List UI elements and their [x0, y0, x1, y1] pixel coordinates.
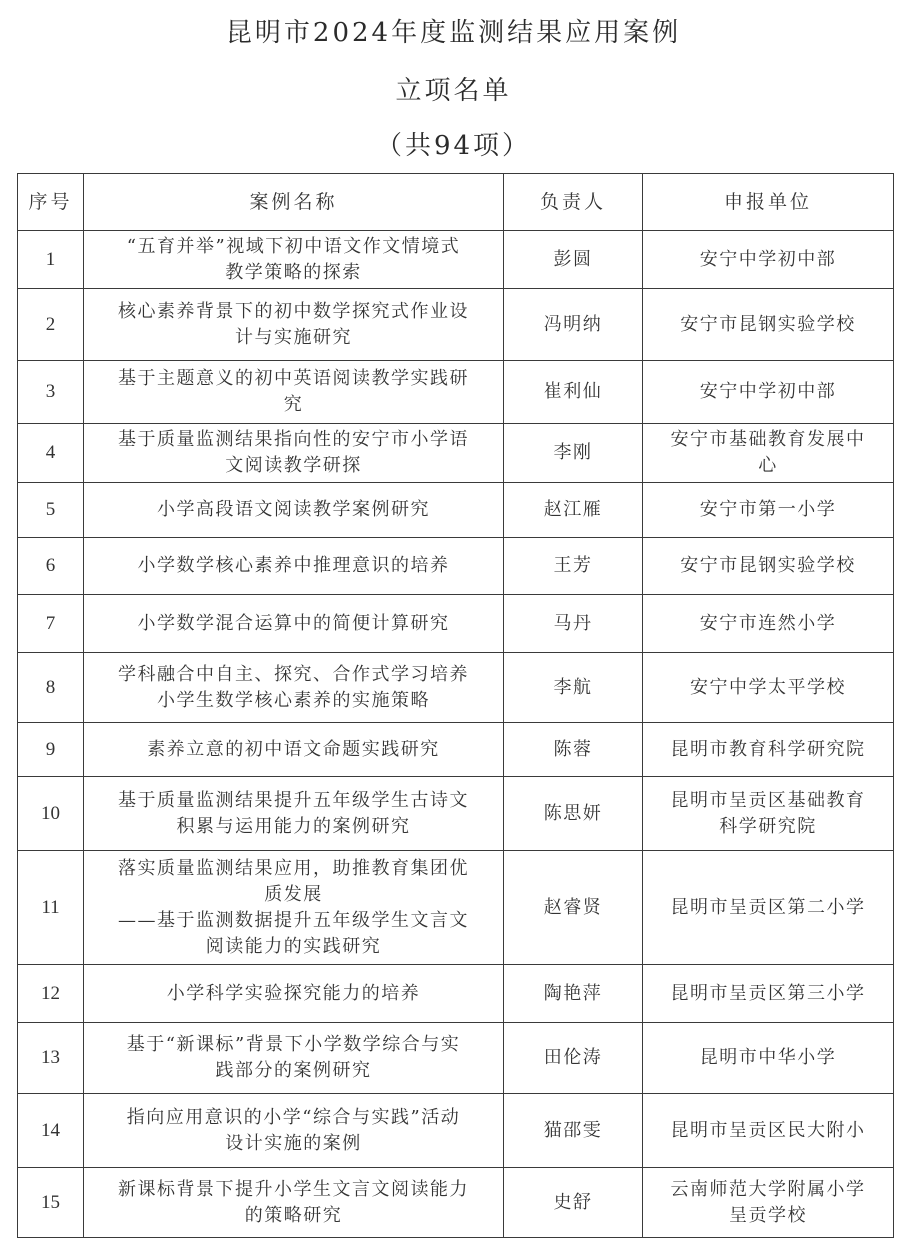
cell-case-name: 素养立意的初中语文命题实践研究 — [84, 723, 504, 777]
cell-no: 4 — [18, 424, 84, 483]
cell-unit-line: 心 — [758, 455, 778, 476]
item-count: （共94项） — [375, 131, 532, 161]
cell-no: 7 — [18, 595, 84, 653]
cell-no: 11 — [18, 851, 84, 965]
cell-case-name-line: “五育并举”视域下初中语文作文情境式 — [126, 235, 461, 257]
table-row — [18, 231, 894, 289]
cell-case-name-line: 积累与运用能力的案例研究 — [176, 815, 411, 837]
table-row — [18, 723, 894, 777]
cell-no: 14 — [18, 1094, 84, 1168]
cell-case-name: 小学高段语文阅读教学案例研究 — [84, 483, 504, 538]
table-row — [18, 424, 894, 483]
cell-case-name — [84, 1094, 504, 1168]
cell-case-name-line: 阅读能力的实践研究 — [205, 935, 382, 957]
table-row — [18, 777, 894, 851]
cell-case-name — [84, 1168, 504, 1238]
cell-case-name-line: 计与实施研究 — [235, 326, 352, 348]
table-row — [18, 1094, 894, 1168]
table-row — [18, 1023, 894, 1094]
header-case-name: 案例名称 — [84, 174, 504, 231]
cell-case-name: 小学科学实验探究能力的培养 — [84, 965, 504, 1023]
header-owner: 负责人 — [504, 174, 643, 231]
cell-owner: 猫邵雯 — [504, 1094, 643, 1168]
cell-unit: 安宁中学太平学校 — [643, 653, 894, 723]
cell-case-name — [84, 851, 504, 965]
cell-owner: 陶艳萍 — [504, 965, 643, 1023]
table-row — [18, 653, 894, 723]
table-row — [18, 361, 894, 424]
cell-no: 8 — [18, 653, 84, 723]
cell-unit: 昆明市教育科学研究院 — [643, 723, 894, 777]
table-row — [18, 595, 894, 653]
cell-unit-line: 安宁市基础教育发展中 — [670, 429, 866, 450]
table-row — [18, 851, 894, 965]
cell-no: 1 — [18, 231, 84, 289]
table-row — [18, 965, 894, 1023]
cell-unit: 安宁市昆钢实验学校 — [643, 289, 894, 361]
cell-case-name-line: 究 — [283, 394, 304, 415]
cell-case-name-line: 基于质量监测结果指向性的安宁市小学语 — [118, 429, 469, 450]
cell-case-name: 小学数学核心素养中推理意识的培养 — [84, 538, 504, 595]
cell-owner: 李刚 — [504, 424, 643, 483]
cell-owner: 赵江雁 — [504, 483, 643, 538]
document-subtitle: 立项名单 — [395, 76, 512, 106]
cell-no: 15 — [18, 1168, 84, 1238]
cell-no: 13 — [18, 1023, 84, 1094]
cell-no: 5 — [18, 483, 84, 538]
cell-case-name-line: 基于“新课标”背景下小学数学综合与实 — [126, 1034, 461, 1055]
cell-no: 2 — [18, 289, 84, 361]
cell-case-name-line: 文阅读教学研探 — [225, 455, 362, 476]
cell-case-name — [84, 289, 504, 361]
cell-case-name-line: 指向应用意识的小学“综合与实践”活动 — [126, 1106, 461, 1128]
cell-case-name-line: 设计实施的案例 — [225, 1132, 362, 1154]
cell-case-name: 小学数学混合运算中的简便计算研究 — [84, 595, 504, 653]
cell-case-name-line: 基于质量监测结果提升五年级学生古诗文 — [118, 789, 469, 811]
cell-unit — [643, 424, 894, 483]
cell-case-name-line: 小学生数学核心素养的实施策略 — [157, 689, 430, 711]
cell-unit: 安宁市连然小学 — [643, 595, 894, 653]
table-header-row — [18, 174, 894, 231]
cell-unit: 安宁市昆钢实验学校 — [643, 538, 894, 595]
cell-no: 3 — [18, 361, 84, 424]
cell-unit: 昆明市呈贡区民大附小 — [643, 1094, 894, 1168]
table-row — [18, 483, 894, 538]
cell-owner: 崔利仙 — [504, 361, 643, 424]
cell-owner: 陈蓉 — [504, 723, 643, 777]
cell-case-name-line: 落实质量监测结果应用，助推教育集团优 — [118, 857, 469, 879]
cell-case-name-line: 教学策略的探索 — [225, 261, 362, 283]
cell-case-name — [84, 231, 504, 289]
cell-owner: 王芳 — [504, 538, 643, 595]
document-title: 昆明市2024年度监测结果应用案例 — [225, 18, 682, 48]
cell-unit: 安宁市第一小学 — [643, 483, 894, 538]
cell-unit: 昆明市中华小学 — [643, 1023, 894, 1094]
header-unit: 申报单位 — [643, 174, 894, 231]
cell-no: 9 — [18, 723, 84, 777]
cell-unit-line: 云南师范大学附属小学 — [670, 1178, 866, 1200]
table-row — [18, 1168, 894, 1238]
project-list-table — [17, 173, 894, 1238]
cell-owner: 史舒 — [504, 1168, 643, 1238]
cell-case-name — [84, 777, 504, 851]
cell-unit: 昆明市呈贡区第三小学 — [643, 965, 894, 1023]
cell-owner: 马丹 — [504, 595, 643, 653]
cell-owner: 赵睿贤 — [504, 851, 643, 965]
cell-no: 12 — [18, 965, 84, 1023]
cell-case-name-line: 基于主题意义的初中英语阅读教学实践研 — [118, 368, 469, 389]
cell-owner: 李航 — [504, 653, 643, 723]
cell-owner: 冯明纳 — [504, 289, 643, 361]
cell-case-name-line: 学科融合中自主、探究、合作式学习培养 — [118, 663, 469, 685]
cell-unit: 安宁中学初中部 — [643, 231, 894, 289]
cell-case-name-line: 核心素养背景下的初中数学探究式作业设 — [118, 300, 469, 322]
cell-owner: 田伦涛 — [504, 1023, 643, 1094]
cell-owner: 陈思妍 — [504, 777, 643, 851]
cell-no: 10 — [18, 777, 84, 851]
cell-case-name-line: 新课标背景下提升小学生文言文阅读能力 — [118, 1178, 469, 1200]
cell-no: 6 — [18, 538, 84, 595]
cell-case-name-line: ——基于监测数据提升五年级学生文言文 — [118, 909, 469, 931]
cell-unit — [643, 1168, 894, 1238]
header-no: 序号 — [18, 174, 84, 231]
cell-case-name — [84, 653, 504, 723]
cell-owner: 彭圆 — [504, 231, 643, 289]
cell-case-name — [84, 1023, 504, 1094]
cell-unit-line: 呈贡学校 — [729, 1204, 807, 1226]
cell-unit — [643, 777, 894, 851]
cell-unit: 安宁中学初中部 — [643, 361, 894, 424]
cell-unit: 昆明市呈贡区第二小学 — [643, 851, 894, 965]
cell-case-name-line: 践部分的案例研究 — [215, 1060, 372, 1081]
cell-unit-line: 科学研究院 — [719, 815, 817, 837]
table-row — [18, 538, 894, 595]
cell-case-name-line: 质发展 — [264, 883, 323, 905]
cell-case-name-line: 的策略研究 — [244, 1204, 343, 1226]
cell-case-name — [84, 424, 504, 483]
cell-case-name — [84, 361, 504, 424]
table-row — [18, 289, 894, 361]
cell-unit-line: 昆明市呈贡区基础教育 — [670, 789, 866, 811]
